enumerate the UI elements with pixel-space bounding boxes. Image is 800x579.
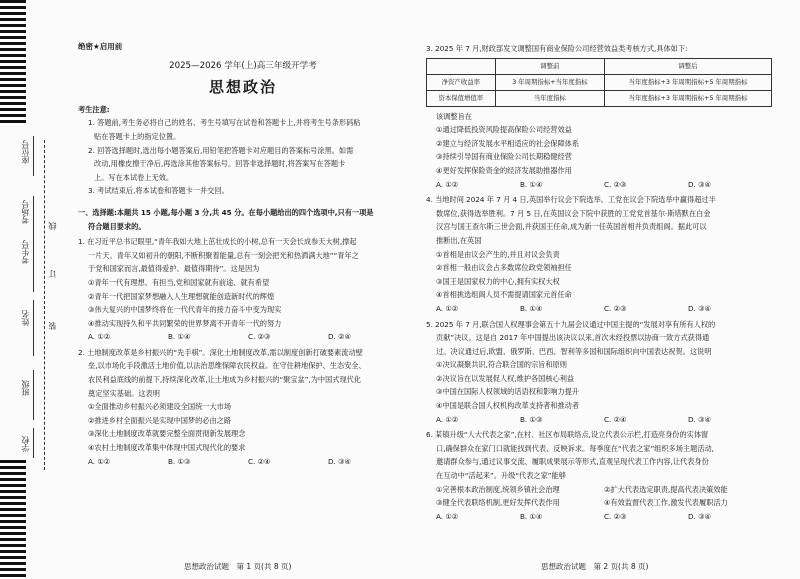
- choice-a[interactable]: A. ①②: [436, 414, 459, 424]
- choice-d[interactable]: D. ③④: [688, 179, 711, 189]
- choice-d[interactable]: D. ③④: [688, 414, 711, 424]
- choice-d[interactable]: D. ③④: [688, 511, 711, 521]
- cut-mark-bind: 订: [48, 270, 57, 278]
- statement-option: ①完善根本政治制度,统领乡镇社会治理: [436, 484, 560, 494]
- statement-option: ②推进乡村全面振兴是实现中国梦的必由之路: [88, 415, 232, 425]
- choice-a[interactable]: A. ①②: [88, 456, 111, 466]
- table-cell: 3 年周期指标+当年度指标: [495, 74, 604, 90]
- choice-d[interactable]: D. ③④: [688, 303, 711, 313]
- statement-option: ③持续引导国有商业保险公司长期稳健经营: [436, 152, 572, 162]
- cut-mark-mount: 装: [48, 322, 57, 330]
- choice-b[interactable]: B. ①④: [168, 332, 191, 342]
- page-footer-2: 思想政治试题 第 2 页(共 8 页): [541, 562, 649, 571]
- statement-option: ④中国是联合国人权机构改革支持者和推动者: [436, 401, 580, 411]
- answer-choices: [426, 413, 772, 427]
- choice-c[interactable]: C. ②③: [248, 332, 271, 342]
- room-number-label: 考场号: [21, 200, 30, 224]
- section-heading-cont: 符合题目要求的。: [88, 221, 146, 231]
- choice-c[interactable]: C. ②③: [604, 179, 627, 189]
- answer-choices: [426, 302, 772, 316]
- table-cell: 当年度指标+3 年周期指标+5 年周期指标: [605, 74, 772, 90]
- question-line: 数席位,获得选举胜利。7 月 5 日,在英国议会下院中获胜的工党党首基尔·斯塔默在白金: [436, 208, 711, 218]
- note-line: 贴在答题卡上的指定位置。: [94, 131, 181, 141]
- class-label: 班级: [21, 380, 30, 396]
- statement-option: ③中国在国际人权领域的话语权和影响力提升: [436, 387, 580, 397]
- name-field[interactable]: [33, 300, 34, 356]
- question-line: 口,确保群众在家门口就能找到代表、反映诉求。每季度在“代表之家”组织多场主题活动,: [436, 443, 714, 453]
- note-line: 改动,用橡皮擦干净后,再选涂其他答案标号。回答非选择题时,将答案写在答题卡: [94, 159, 346, 169]
- question-line: 农民利益底线的前提下,持续深化改革,让土地成为乡村振兴的“聚宝盆”,为中国式现代化: [88, 375, 362, 385]
- statement-option: ②扩大代表选定职责,提高代表决策效能: [604, 484, 728, 494]
- seat-number-field[interactable]: [33, 136, 34, 176]
- choice-d[interactable]: D. ③④: [328, 456, 351, 466]
- answer-choices: [78, 455, 408, 469]
- question-line: 1. 在习近平总书记眼里,“青年我如大地上茁壮成长的小树,总有一天会长成参天大树,撑起: [78, 237, 357, 247]
- statement-option: ④有效监督代表工作,激发代表履职活力: [604, 498, 728, 508]
- question-line: 过。决议通过后,欧盟、俄罗斯、巴西、智利等多国和国际组织向中国表达祝贺。这说明: [436, 346, 712, 356]
- statement-option: ①青年一代有理想、有担当,党和国家就有前途、就有希望: [88, 277, 270, 287]
- page-1-column: [78, 40, 408, 468]
- choice-d[interactable]: D. ②④: [328, 332, 351, 342]
- choice-a[interactable]: A. ①②: [436, 303, 459, 313]
- question-line: 贡献”决议。这是自 2017 年中国提出该决议以来,首次未经投票以协商一致方式获得通: [436, 333, 710, 343]
- table-row: [427, 74, 772, 90]
- statement-option: ③健全代表联络机制,更好发挥代表作用: [436, 498, 560, 508]
- binding-cut-line: [44, 140, 45, 470]
- statement-option-row: [426, 496, 772, 510]
- question-line: 在互动中“活起来”。升级“代表之家”能够: [436, 471, 566, 481]
- table-header-cell: [427, 58, 496, 74]
- statement-option: ④首相挑选组阁人员不需提请国家元首任命: [436, 290, 572, 300]
- question-line: 垒,以市场化手段激活土地价值,以法治思维保障农民权益。在守住耕地保护、生态安全、: [88, 361, 366, 371]
- note-line: 2. 回答选择题时,选出每小题答案后,用铅笔把答题卡对应题目的答案标号涂黑。如需: [88, 145, 354, 155]
- question-line: 一片天。青年又如初升的朝阳,不断积聚着能量,总有一刻会把光和热洒满大地”“青年之: [88, 250, 359, 260]
- statement-option: ③国王是国家权力的中心,拥有实权大权: [436, 276, 560, 286]
- choice-c[interactable]: C. ②④: [604, 414, 627, 424]
- student-number-field[interactable]: [33, 236, 34, 292]
- barcode-stripes-top: [0, 0, 26, 126]
- statement-option: ②青年一代把国家梦想融入人生理想就能创造新时代的辉煌: [88, 291, 275, 301]
- assessment-table: [426, 58, 772, 107]
- answer-choices: [78, 330, 408, 344]
- statement-option: ①通过降低投资风险提高保险公司经营效益: [436, 125, 572, 135]
- statement-option-row: [426, 483, 772, 497]
- choice-b[interactable]: B. ①③: [168, 456, 191, 466]
- question-line: 2. 土地制度改革是乡村振兴的“先手棋”。深化土地制度改革,需以制度创新打破要素流动壁: [78, 347, 363, 357]
- choice-b[interactable]: B. ①③: [520, 414, 543, 424]
- name-label: 姓名: [21, 310, 30, 326]
- statement-option: ②建立与经济发展水平相适应的社会保障体系: [436, 138, 580, 148]
- question-6: [426, 428, 772, 523]
- school-field[interactable]: [33, 428, 34, 458]
- statement-option: ④推动实现持久和平共同繁荣的世界梦离不开青年一代的努力: [88, 318, 282, 328]
- seat-number-label: 座位号: [21, 140, 30, 164]
- note-line: 上。写在本试卷上无效。: [94, 172, 174, 182]
- notes-title: 考生注意:: [78, 104, 110, 114]
- question-line: 推断出,在英国: [436, 235, 482, 245]
- page-footer-1: 思想政治试题 第 1 页(共 8 页): [184, 562, 292, 571]
- barcode-stripes-bottom: [0, 460, 26, 579]
- choice-b[interactable]: B. ①④: [520, 511, 543, 521]
- statement-option: ③伟大复兴的中国梦终将在一代代青年的接力奋斗中变为现实: [88, 305, 282, 315]
- choice-a[interactable]: A. ①②: [436, 179, 459, 189]
- table-cell: 资本保值增值率: [427, 90, 496, 106]
- class-field[interactable]: [33, 370, 34, 420]
- statement-option: ①全面推动乡村振兴必须建设全国统一大市场: [88, 402, 232, 412]
- question-4: [426, 193, 772, 315]
- choice-c[interactable]: C. ②③: [604, 303, 627, 313]
- choice-c[interactable]: C. ②④: [248, 456, 271, 466]
- question-stem: 该调整旨在: [436, 111, 472, 121]
- question-line: 奠定坚实基础。这表明: [88, 388, 160, 398]
- choice-a[interactable]: A. ①②: [88, 332, 111, 342]
- statement-option: ②首相一般由议会占多数席位政党领袖担任: [436, 263, 572, 273]
- section-heading: 一、选择题:本题共 15 小题,每小题 3 分,共 45 分。在每小题给出的四个选项中,只有一项是: [78, 207, 374, 217]
- binding-strip: [0, 0, 62, 579]
- question-line: 汉宫与国王查尔斯三世会面,并获国王任命,成为新一任英国首相并负责组阁。据此可以: [436, 222, 707, 232]
- note-line: 3. 考试结束后,将本试卷和答题卡一并交回。: [88, 186, 229, 196]
- table-row: [427, 90, 772, 106]
- school-label: 学校: [21, 436, 30, 452]
- statement-option: ②决议旨在以发展促人权,维护各国核心利益: [436, 373, 575, 383]
- exam-name: 2025—2026 学年(上)高三年级开学考: [169, 60, 317, 71]
- note-line: 1. 答题前,考生务必将自己的姓名、考生号填写在试卷和答题卡上,并将考生号条形码粘: [88, 118, 361, 128]
- cut-mark-line: 线: [48, 222, 57, 230]
- question-line: 4. 当地时间 2024 年 7 月 4 日,英国举行议会下院选举。工党在议会下院选举中赢得超过半: [426, 195, 716, 205]
- student-number-label: 考生号: [21, 240, 30, 264]
- subject-title: 思想政治: [208, 78, 277, 97]
- choice-a[interactable]: A. ①②: [436, 511, 459, 521]
- question-5: [426, 318, 772, 427]
- statement-option: ①首相是由议会产生的,并且对议会负责: [436, 249, 560, 259]
- question-line: 5. 2025 年 7 月,联合国人权理事会第五十九届会议通过中国主提的“发展对享有所有人权的: [426, 319, 716, 329]
- question-3: [426, 42, 772, 191]
- answer-choices: [426, 510, 772, 524]
- choice-b[interactable]: B. ①④: [520, 179, 543, 189]
- question-line: 于党和国家而言,最值得爱护、最值得期待”。这是因为: [88, 264, 260, 274]
- question-2: [78, 346, 408, 468]
- statement-option: ③深化土地制度改革就要完整全面贯彻新发展理念: [88, 429, 246, 439]
- choice-c[interactable]: C. ②③: [604, 511, 627, 521]
- question-line: 3. 2025 年 7 月,财政部发文调整国有商业保险公司经营效益类考核方式,具体如下:: [426, 44, 688, 53]
- page-2-column: [426, 40, 772, 523]
- table-header-cell: 调整前: [495, 58, 604, 74]
- table-cell: 净资产收益率: [427, 74, 496, 90]
- table-cell: 当年度指标+3 年周期指标+5 年周期指标: [605, 90, 772, 106]
- confidential-mark: 绝密★启用前: [78, 42, 123, 51]
- question-1: [78, 235, 408, 344]
- choice-b[interactable]: B. ①④: [520, 303, 543, 313]
- statement-option: ④农村土地制度改革集中体现中国式现代化的要求: [88, 443, 246, 453]
- question-line: 6. 某镇升级“人大代表之家”,在村、社区布局联络点,设立代表公示栏,打造亮身份的实体窗: [426, 430, 709, 440]
- table-header-cell: 调整后: [605, 58, 772, 74]
- statement-option: ④更好发挥保险资金的经济发展助推器作用: [436, 165, 572, 175]
- answer-choices: [426, 178, 772, 192]
- statement-option: ①决议凝聚共识,符合联合国的宗旨和原则: [436, 360, 567, 370]
- table-cell: 当年度指标: [495, 90, 604, 106]
- question-line: 邀请群众参与,通过议事交流、履职成果展示等形式,直观呈现代表工作内容,让代表身份: [436, 457, 709, 467]
